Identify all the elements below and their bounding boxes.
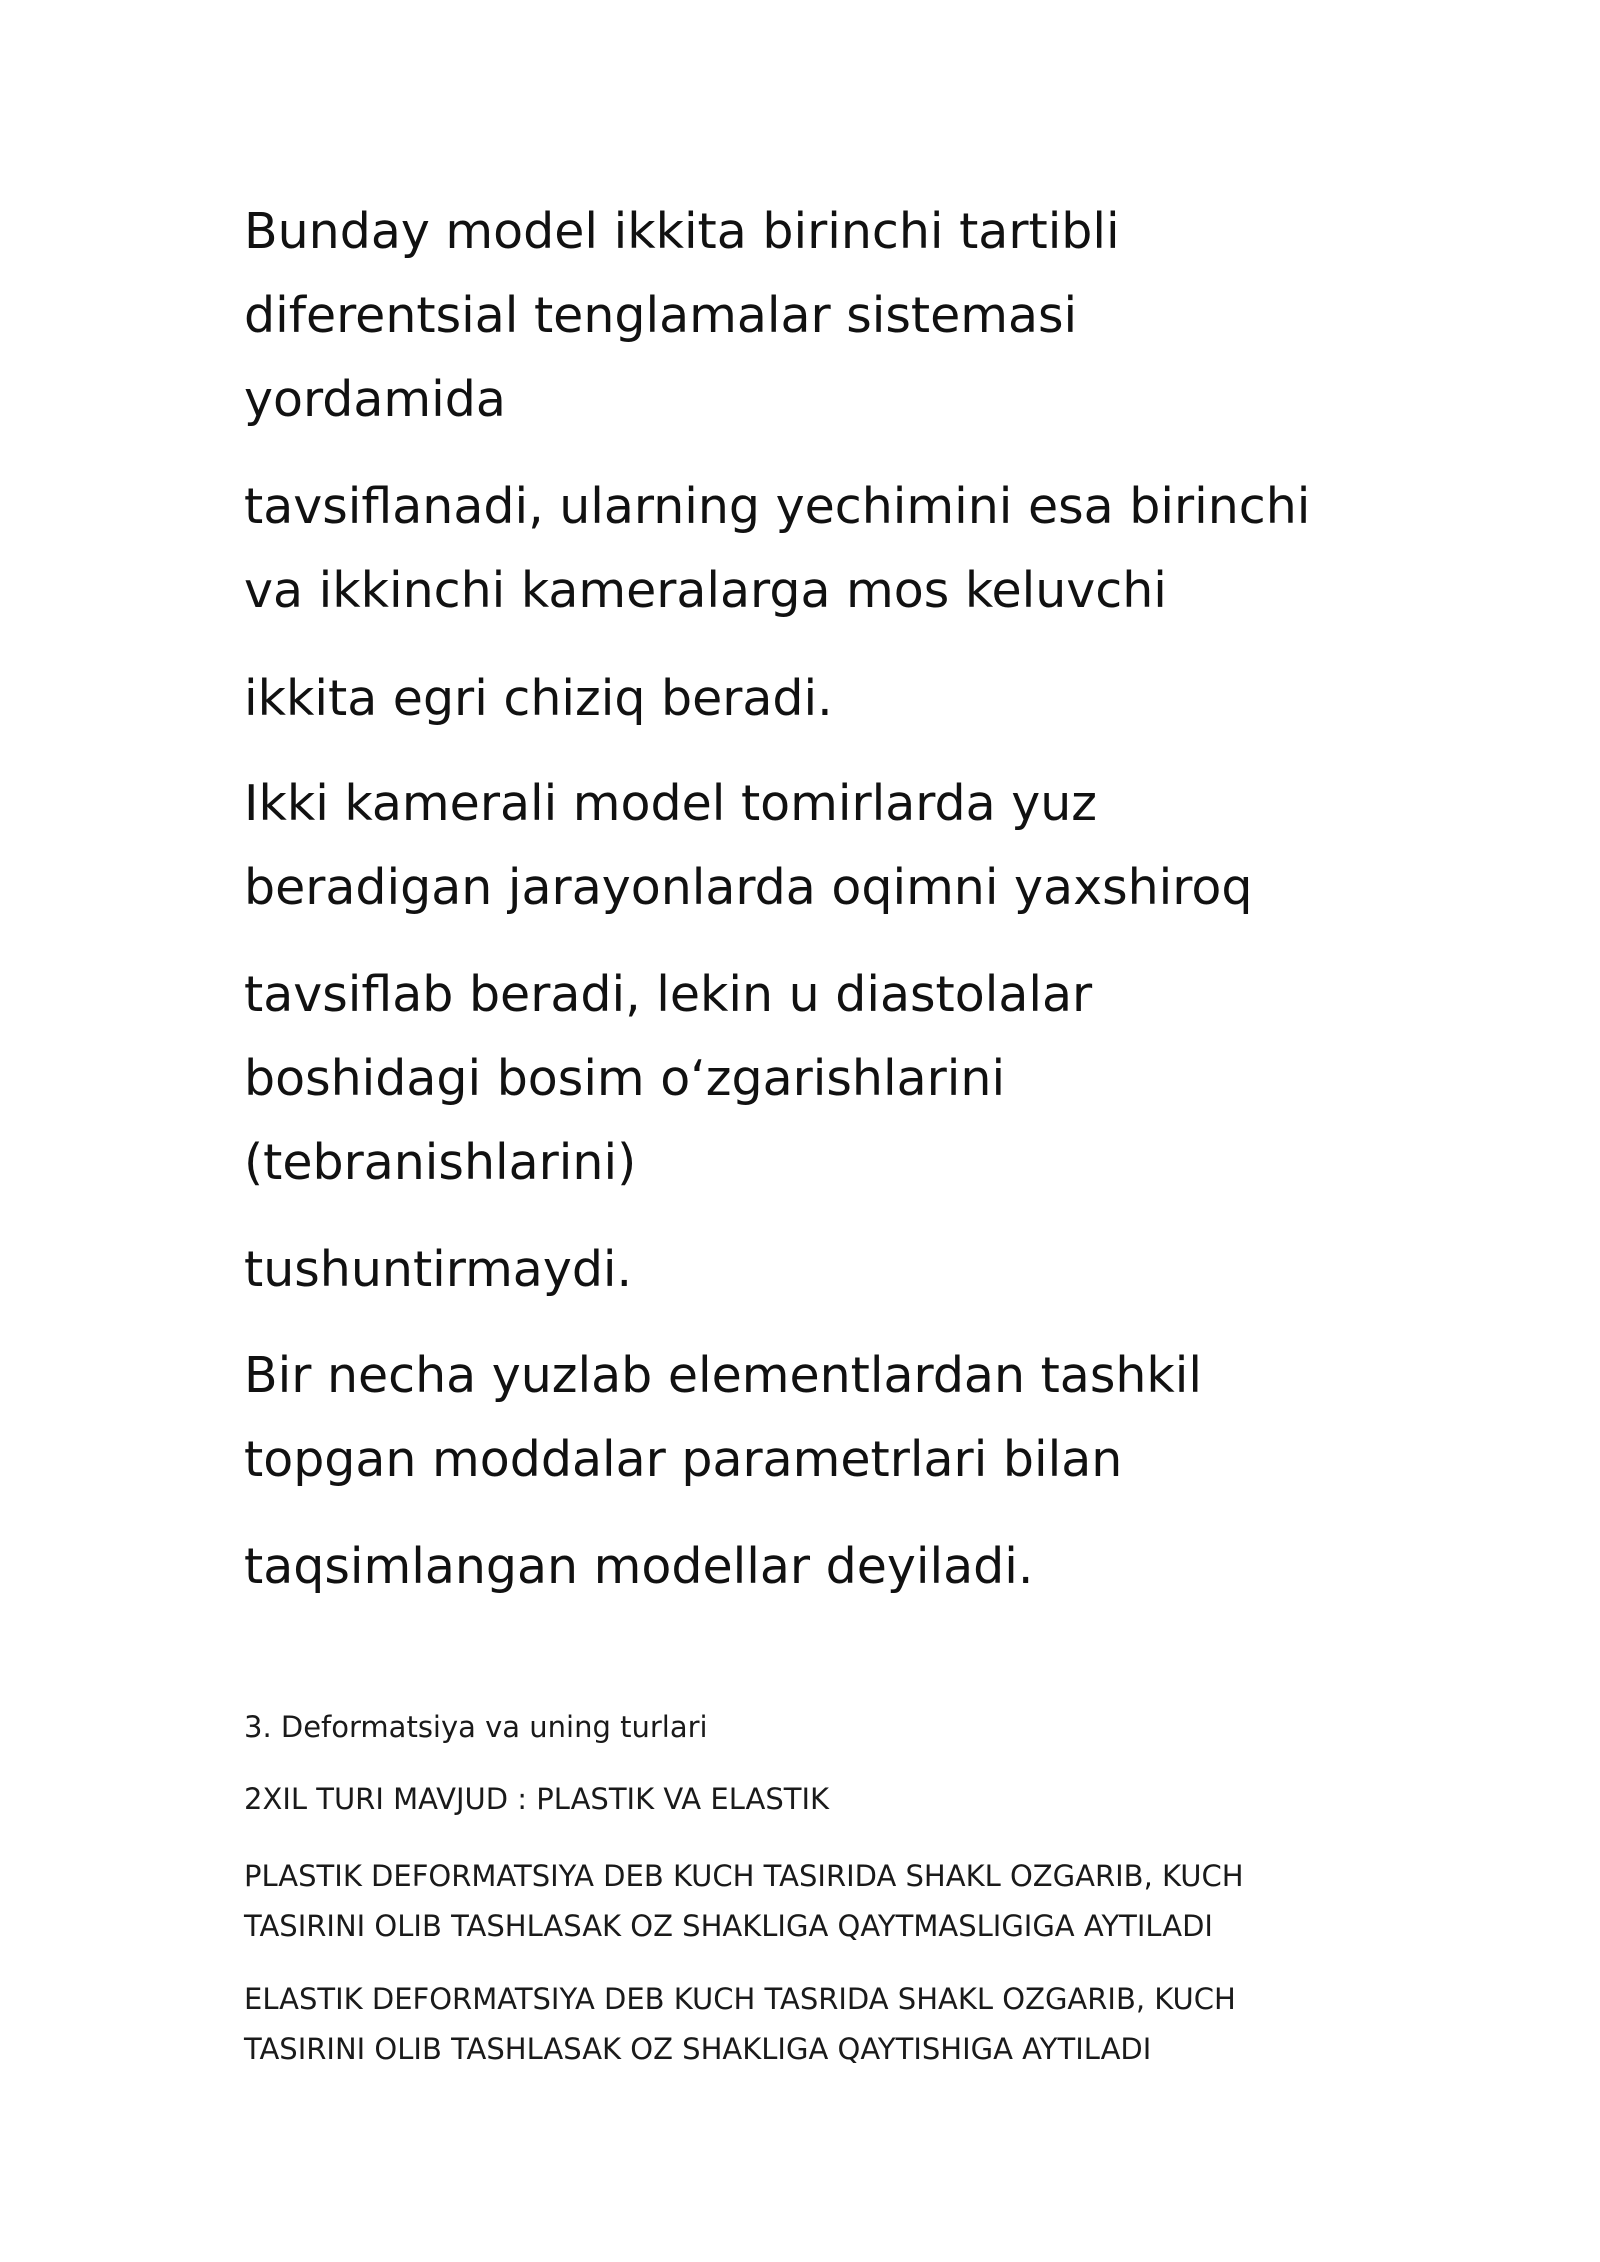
text-line: tavsiflanadi, ularning yechimini esa birinchi <box>244 478 1311 535</box>
plastic-definition <box>244 1851 1244 1951</box>
text-line: Bir necha yuzlab elementlardan tashkil <box>244 1347 1203 1404</box>
paragraph-1 <box>244 190 1120 442</box>
types-line <box>244 1774 829 1824</box>
types-text: 2XIL TURI MAVJUD : PLASTIK VA ELASTIK <box>244 1782 830 1816</box>
text-line: taqsimlangan modellar deyiladi. <box>244 1538 1034 1595</box>
text-line: (tebranishlarini) <box>244 1134 637 1191</box>
text-line: diferentsial tenglamalar sistemasi <box>244 287 1078 344</box>
elastic-definition <box>244 1974 1236 2074</box>
text-line: tushuntirmaydi. <box>244 1241 633 1298</box>
text-line: tavsiflab beradi, lekin u diastolalar <box>244 966 1093 1023</box>
text-line: Bunday model ikkita birinchi tartibli <box>244 203 1120 260</box>
text-line: va ikkinchi kameralarga mos keluvchi <box>244 562 1167 619</box>
text-line: ELASTIK DEFORMATSIYA DEB KUCH TASRIDA SHAKL OZGARIB, KUCH <box>244 1982 1236 2016</box>
text-line: topgan moddalar parametrlari bilan <box>244 1431 1123 1488</box>
paragraph-6 <box>244 1228 632 1312</box>
paragraph-8 <box>244 1525 1033 1609</box>
text-line: Ikki kamerali model tomirlarda yuz <box>244 775 1098 832</box>
paragraph-4 <box>244 762 1252 930</box>
paragraph-5 <box>244 953 1092 1205</box>
text-line: yordamida <box>244 371 506 428</box>
section-heading <box>244 1702 708 1752</box>
text-line: boshidagi bosim oʻzgarishlarini <box>244 1050 1006 1107</box>
paragraph-2 <box>244 465 1310 633</box>
heading-text: 3. Deformatsiya va uning turlari <box>244 1710 708 1744</box>
paragraph-7 <box>244 1334 1202 1502</box>
text-line: beradigan jarayonlarda oqimni yaxshiroq <box>244 859 1253 916</box>
paragraph-3 <box>244 657 833 741</box>
text-line: ikkita egri chiziq beradi. <box>244 670 833 727</box>
text-line: TASIRINI OLIB TASHLASAK OZ SHAKLIGA QAYTMASLIGIGA AYTILADI <box>244 1909 1213 1943</box>
text-line: TASIRINI OLIB TASHLASAK OZ SHAKLIGA QAYTISHIGA AYTILADI <box>244 2032 1152 2066</box>
text-line: PLASTIK DEFORMATSIYA DEB KUCH TASIRIDA SHAKL OZGARIB, KUCH <box>244 1859 1244 1893</box>
